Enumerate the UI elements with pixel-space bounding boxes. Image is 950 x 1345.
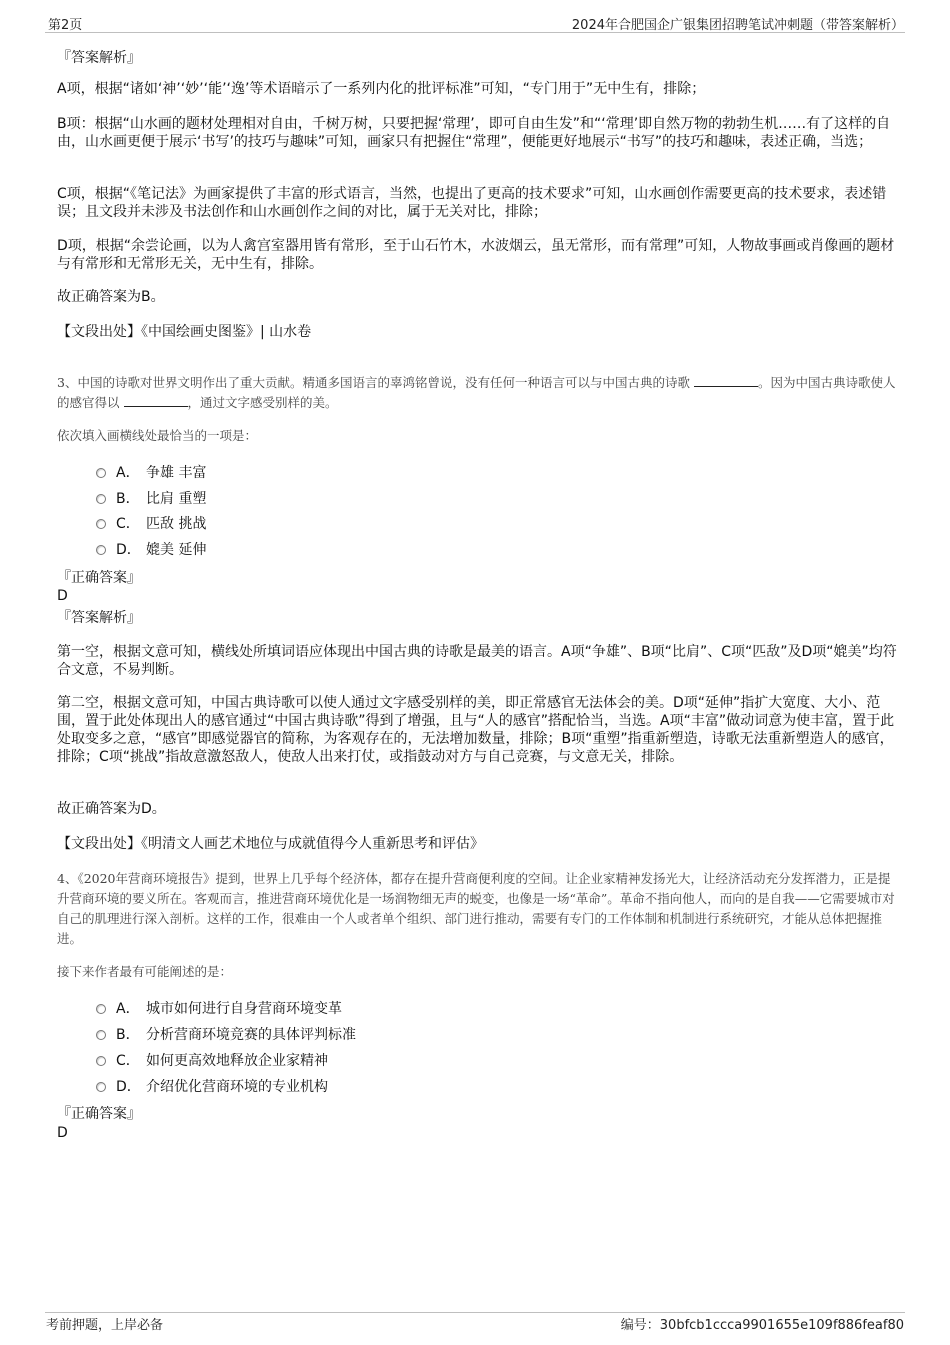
- question-3-stem: 3、中国的诗歌对世界文明作出了重大贡献。精通多国语言的辜鸿铭曾说，没有任何一种语言可以与中国古典的诗歌 。因为中国古典诗歌使人的感官得以 ，通过文字感受别样的美。: [57, 375, 896, 410]
- correct-answer: D: [57, 1125, 68, 1141]
- question-4-prompt: 接下来作者最有可能阐述的是：: [57, 964, 233, 979]
- correct-answer: D: [57, 588, 68, 604]
- analysis-paragraph-1: 第一空，根据文意可知，横线处所填词语应体现出中国古典的诗歌是最美的语言。A项“争雄”、B项“比肩”、C项“匹敌”及D项“媲美”均符合文意，不易判断。: [57, 644, 897, 678]
- fill-blank-1: [694, 374, 758, 387]
- radio-icon[interactable]: [96, 468, 106, 478]
- option-a[interactable]: A． 争雄 丰富: [96, 464, 206, 482]
- source-citation: 【文段出处】《明清文人画艺术地位与成就值得今人重新思考和评估》: [57, 836, 484, 852]
- radio-icon[interactable]: [96, 1004, 106, 1014]
- header-divider: [45, 32, 905, 33]
- correct-answer-label: 『正确答案』: [57, 570, 141, 586]
- analysis-option-d: D项，根据“余尝论画，以为人禽宫室器用皆有常形，至于山石竹木，水波烟云，虽无常形，而有常理”可知，人物故事画或肖像画的题材与有常形和无常形无关，无中生有，排除。: [57, 238, 895, 272]
- radio-icon[interactable]: [96, 494, 106, 504]
- footer-divider: [45, 1312, 905, 1313]
- page-number: 第2页: [48, 18, 83, 33]
- analysis-option-a: A项，根据“诸如‘神’‘妙’‘能’‘逸’等术语暗示了一系列内化的批评标准”可知，“专门用于”无中生有，排除；: [57, 81, 706, 97]
- fill-blank-2: [124, 394, 188, 407]
- radio-icon[interactable]: [96, 545, 106, 555]
- radio-icon[interactable]: [96, 1030, 106, 1040]
- radio-icon[interactable]: [96, 1056, 106, 1066]
- option-a[interactable]: A． 城市如何进行自身营商环境变革: [96, 1000, 342, 1018]
- correct-answer-label: 『正确答案』: [57, 1106, 141, 1122]
- analysis-label: 『答案解析』: [57, 50, 141, 66]
- source-citation: 【文段出处】《中国绘画史图鉴》| 山水卷: [57, 324, 312, 340]
- option-c[interactable]: C． 如何更高效地释放企业家精神: [96, 1052, 328, 1070]
- option-b[interactable]: B． 比肩 重塑: [96, 490, 206, 508]
- answer-conclusion: 故正确答案为B。: [57, 289, 165, 305]
- question-4-stem: 4、《2020年营商环境报告》提到，世界上几乎每个经济体，都存在提升营商便利度的空间。让企业家精神发扬光大，让经济活动充分发挥潜力，正是提升营商环境的要义所在。客观而言，推进营商环境优化是一场润物细无声的蜕变，也像是一场“革命”。革命不指向他人，而向的是自我——它需要城市对自己的肌理进行深入剖析。这样的工作，很难由一个人或者单个组织、部门进行推动，需要有专门的工作体制和机制进行系统研究，才能从总体把握推进。: [57, 871, 895, 946]
- option-d[interactable]: D． 介绍优化营商环境的专业机构: [96, 1078, 328, 1096]
- analysis-label: 『答案解析』: [57, 610, 141, 626]
- answer-conclusion: 故正确答案为D。: [57, 801, 166, 817]
- document-title: 2024年合肥国企广银集团招聘笔试冲刺题（带答案解析）: [571, 18, 904, 33]
- question-3-prompt: 依次填入画横线处最恰当的一项是：: [57, 428, 258, 443]
- footer-slogan: 考前押题，上岸必备: [46, 1318, 164, 1333]
- radio-icon[interactable]: [96, 1082, 106, 1092]
- analysis-option-b: B项：根据“山水画的题材处理相对自由，千树万树，只要把握‘常理’，即可自由生发”和“‘常理’即自然万物的勃勃生机……有了这样的自由，山水画更便于展示‘书写’的技巧与趣味”可知，画家只有把握住“常理”，便能更好地展示“书写”的技巧和趣味，表述正确，当选；: [57, 116, 891, 150]
- analysis-paragraph-2: 第二空，根据文意可知，中国古典诗歌可以使人通过文字感受别样的美，即正常感官无法体会的美。D项“延伸”指扩大宽度、大小、范围，置于此处体现出人的感官通过“中国古典诗歌”得到了增强，且与“人的感官”搭配恰当，当选。A项“丰富”做动词意为使丰富，置于此处取变多之意，“感官”即感觉器官的简称，为客观存在的，无法增加数量，排除；B项“重塑”指重新塑造，诗歌无法重新塑造人的感官，排除；C项“挑战”指故意激怒敌人，使敌人出来打仗，或指鼓动对方与自己竞赛，与文意无关，排除。: [57, 695, 895, 765]
- option-c[interactable]: C． 匹敌 挑战: [96, 515, 206, 533]
- option-b[interactable]: B． 分析营商环境竞赛的具体评判标准: [96, 1026, 356, 1044]
- option-d[interactable]: D． 媲美 延伸: [96, 541, 206, 559]
- document-id: 编号：30bfcb1ccca9901655e109f886feaf80: [620, 1318, 904, 1333]
- analysis-option-c: C项，根据“《笔记法》为画家提供了丰富的形式语言，当然，也提出了更高的技术要求”可知，山水画创作需要更高的技术要求，表述错误；且文段并未涉及书法创作和山水画创作之间的对比，属于无关对比，排除；: [57, 186, 887, 220]
- radio-icon[interactable]: [96, 519, 106, 529]
